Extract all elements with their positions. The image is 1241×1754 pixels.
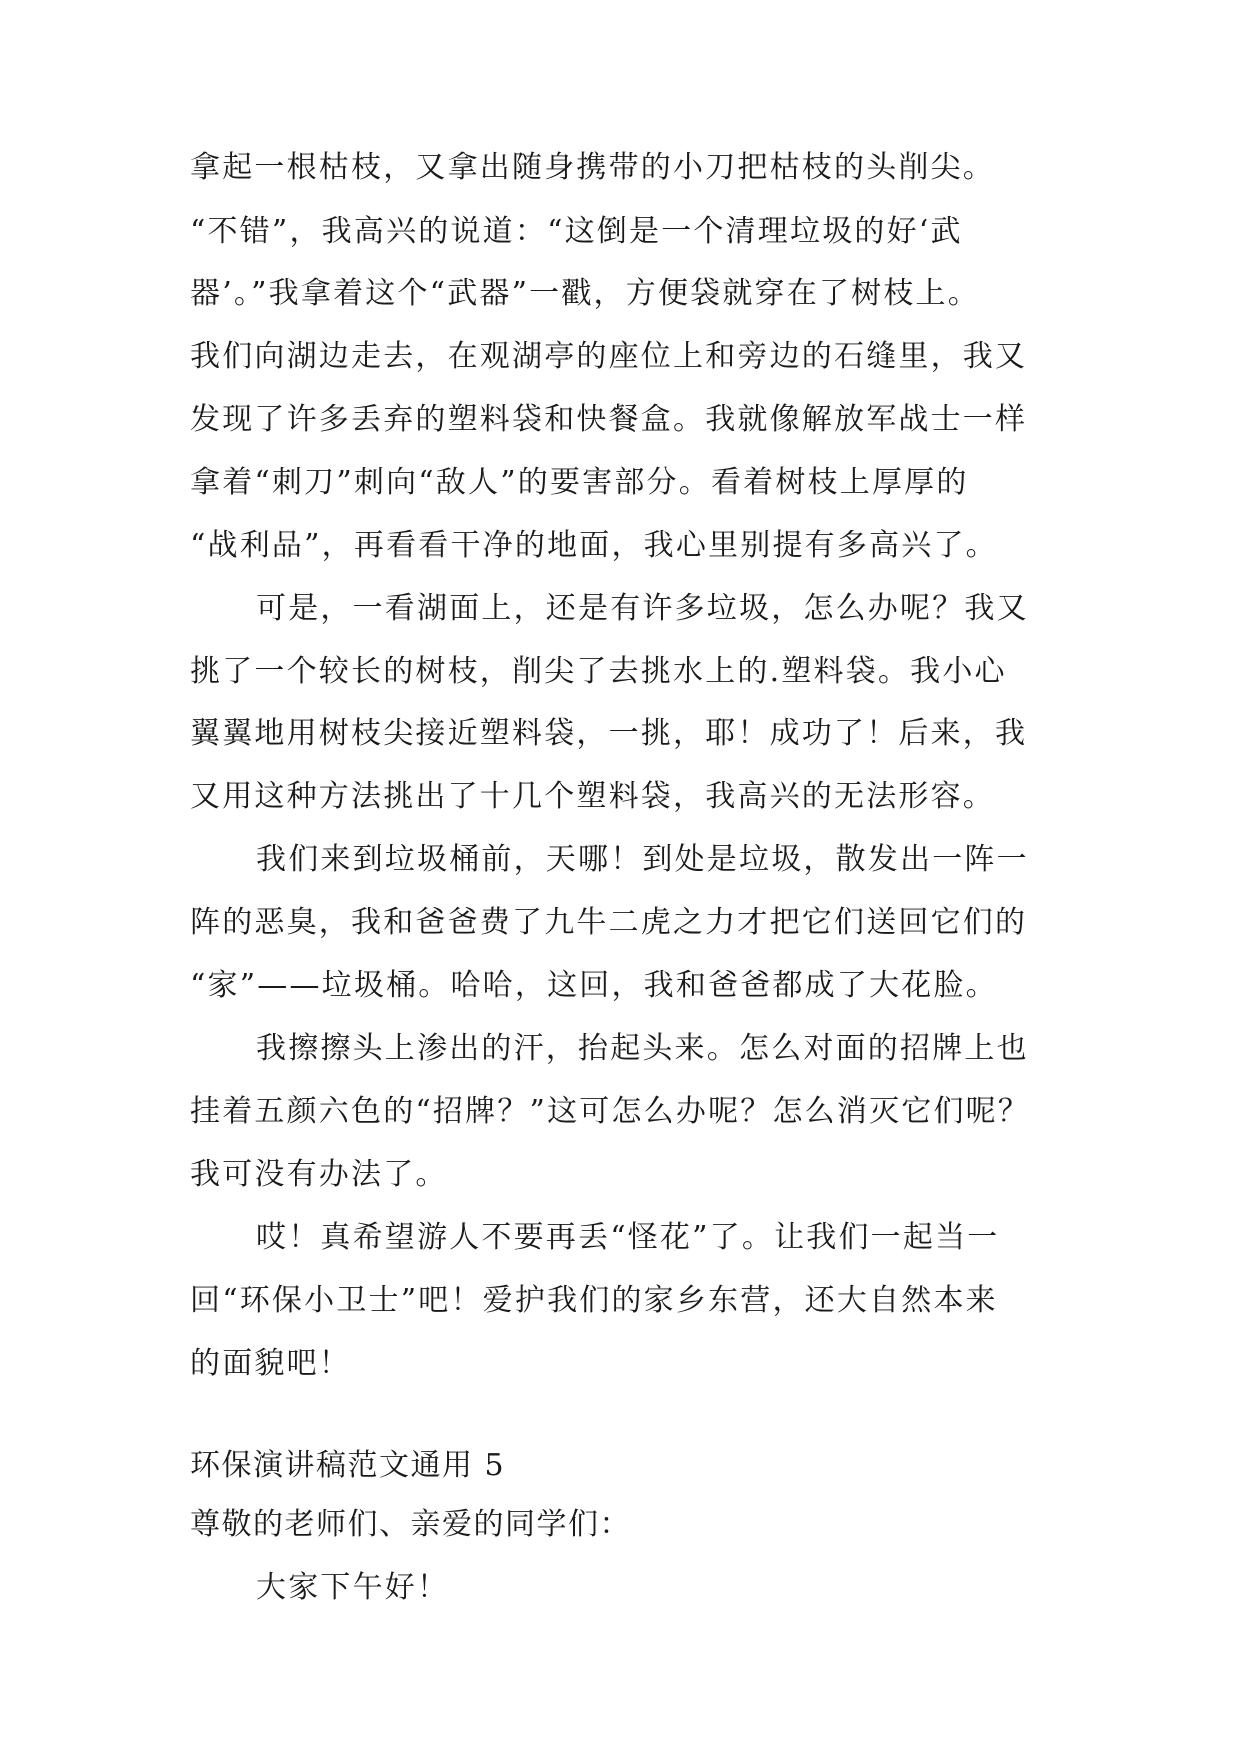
- paragraph-4-line-2: 挂着五颜六色的“招牌？”这可怎么办呢？怎么消灭它们呢？: [190, 1094, 1031, 1129]
- paragraph-2-line-3: 翼翼地用树枝尖接近塑料袋，一挑，耶！成功了！后来，我: [190, 716, 1028, 751]
- paragraph-1-line-2: “不错”，我高兴的说道：“这倒是一个清理垃圾的好‘武: [190, 214, 963, 249]
- paragraph-4-line-1: 我擦擦头上渗出的汗，抬起头来。怎么对面的招牌上也: [256, 1031, 1029, 1066]
- section-title: 环保演讲稿范文通用 5: [190, 1448, 506, 1483]
- salutation: 尊敬的老师们、亲爱的同学们：: [190, 1507, 631, 1542]
- paragraph-2-line-1: 可是，一看湖面上，还是有许多垃圾，怎么办呢？我又: [256, 591, 1029, 626]
- paragraph-1-line-7: “战利品”，再看看干净的地面，我心里别提有多高兴了。: [190, 528, 998, 563]
- paragraph-1-line-1: 拿起一根枯枝，又拿出随身携带的小刀把枯枝的头削尖。: [190, 150, 995, 185]
- greeting: 大家下午好！: [256, 1570, 450, 1605]
- paragraph-1-line-5: 发现了许多丢弃的塑料袋和快餐盒。我就像解放军战士一样: [190, 402, 1028, 437]
- paragraph-3-line-1: 我们来到垃圾桶前，天哪！到处是垃圾，散发出一阵一: [256, 842, 1029, 877]
- paragraph-3-line-3: “家”——垃圾桶。哈哈，这回，我和爸爸都成了大花脸。: [190, 968, 998, 1003]
- paragraph-4-line-3: 我可没有办法了。: [190, 1157, 448, 1192]
- paragraph-5-line-2: 回“环保小卫士”吧！爱护我们的家乡东营，还大自然本来: [190, 1283, 998, 1318]
- paragraph-5-line-1: 哎！真希望游人不要再丢“怪花”了。让我们一起当一: [256, 1220, 1000, 1255]
- paragraph-1-line-4: 我们向湖边走去，在观湖亭的座位上和旁边的石缝里，我又: [190, 339, 1028, 374]
- paragraph-5-line-3: 的面貌吧！: [190, 1346, 351, 1381]
- paragraph-2-line-2: 挑了一个较长的树枝，削尖了去挑水上的.塑料袋。我小心: [190, 654, 1007, 689]
- paragraph-1-line-6: 拿着“刺刀”刺向“敌人”的要害部分。看着树枝上厚厚的: [190, 465, 969, 500]
- paragraph-2-line-4: 又用这种方法挑出了十几个塑料袋，我高兴的无法形容。: [190, 779, 995, 814]
- paragraph-1-line-3: 器’。”我拿着这个“武器”一戳，方便袋就穿在了树枝上。: [190, 276, 980, 311]
- paragraph-3-line-2: 阵的恶臭，我和爸爸费了九牛二虎之力才把它们送回它们的: [190, 905, 1028, 940]
